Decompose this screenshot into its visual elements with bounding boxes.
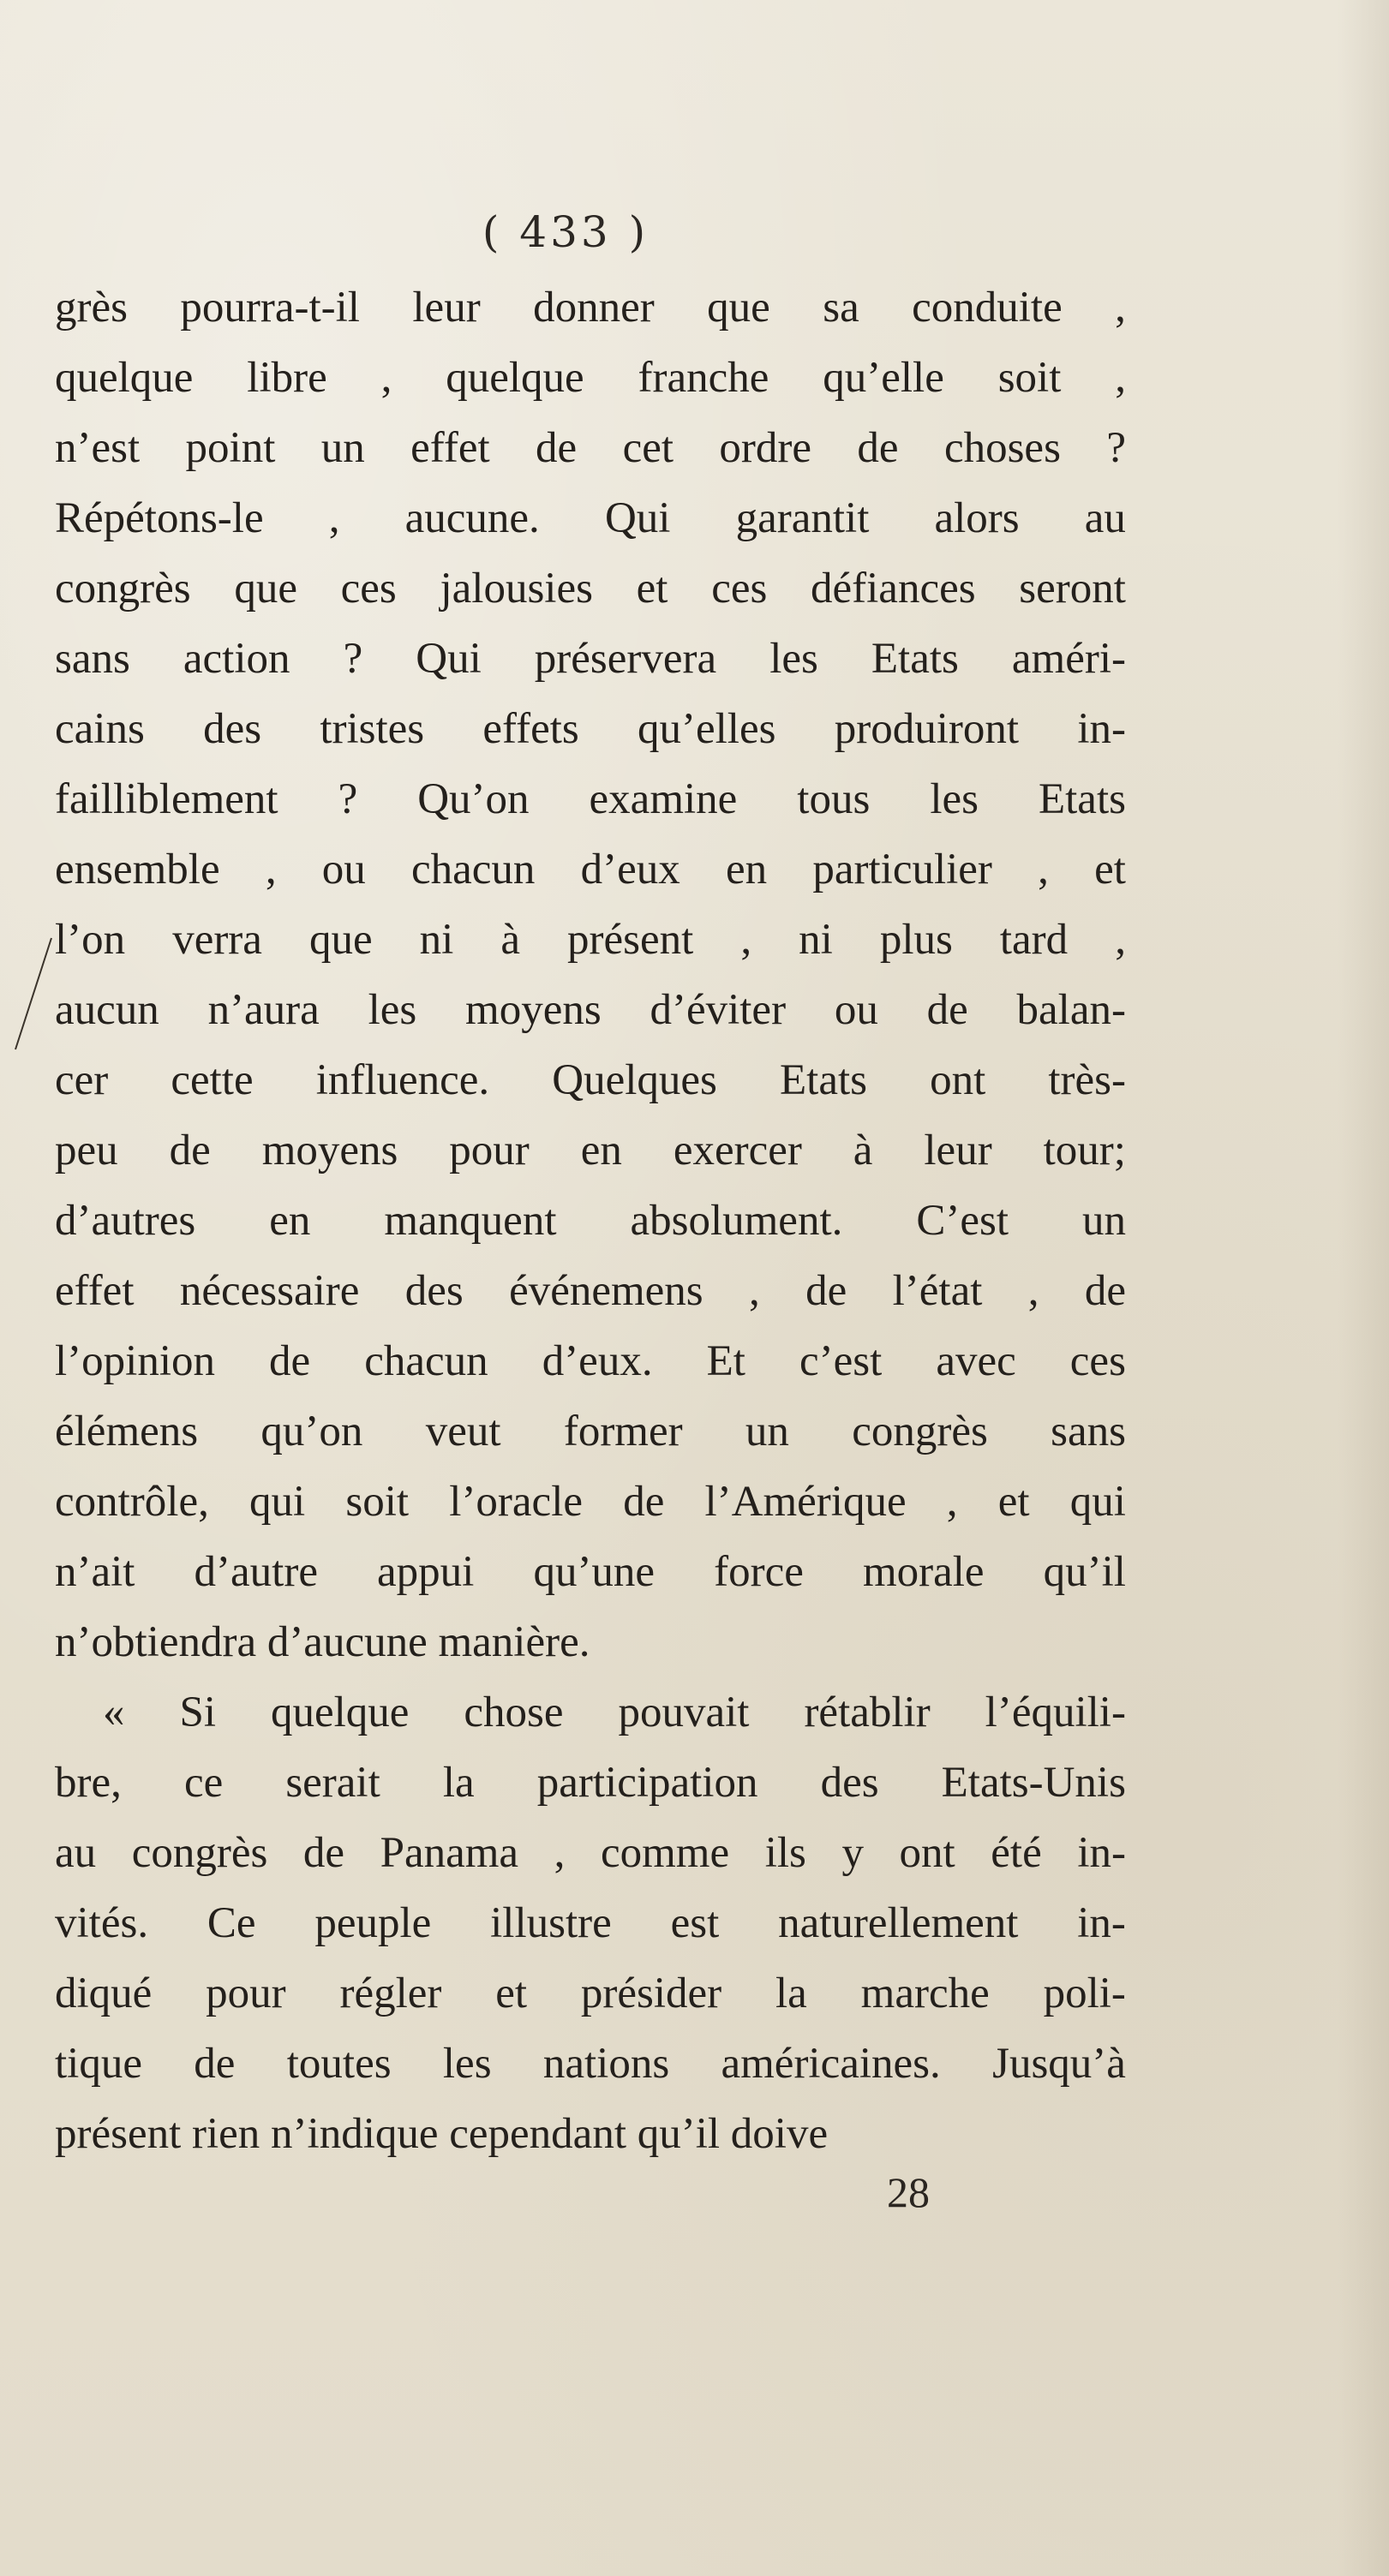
text-line: élémens qu’on veut former un congrès sans	[55, 1408, 1126, 1455]
signature-mark: 28	[887, 2168, 930, 2216]
text-line: Répétons-le , aucune. Qui garantit alors au	[55, 494, 1126, 542]
text-line: d’autres en manquent absolument. C’est un	[55, 1197, 1126, 1245]
text-line: vités. Ce peuple illustre est naturellement in-	[55, 1899, 1126, 1947]
text-line: présent rien n’indique cependant qu’il doive	[55, 2110, 829, 2158]
text-line: contrôle, qui soit l’oracle de l’Amérique , et qui	[55, 1478, 1126, 1526]
text-line: grès pourra-t-il leur donner que sa conduite ,	[55, 284, 1126, 332]
text-line: quelque libre , quelque franche qu’elle soit ,	[55, 354, 1126, 402]
text-line: sans action ? Qui préservera les Etats améri-	[55, 635, 1126, 683]
text-line: effet nécessaire des événemens , de l’état , de	[55, 1267, 1126, 1315]
text-line: n’ait d’autre appui qu’une force morale qu’il	[55, 1548, 1126, 1596]
margin-pen-mark	[9, 934, 60, 1054]
text-line: congrès que ces jalousies et ces défiances seront	[55, 565, 1126, 613]
text-line: tique de toutes les nations américaines. Jusqu’à	[55, 2040, 1126, 2088]
text-line: diqué pour régler et présider la marche poli-	[55, 1969, 1126, 2017]
text-line: « Si quelque chose pouvait rétablir l’équili-	[103, 1688, 1126, 1736]
text-line: au congrès de Panama , comme ils y ont été in-	[55, 1829, 1126, 1877]
text-line: cains des tristes effets qu’elles produiront in-	[55, 705, 1126, 753]
text-line: l’on verra que ni à présent , ni plus tard ,	[55, 916, 1126, 964]
text-line: peu de moyens pour en exercer à leur tour;	[55, 1127, 1126, 1174]
page-number-header: ( 433 )	[482, 207, 650, 257]
page-edge-shadow	[1338, 0, 1389, 2576]
text-line: l’opinion de chacun d’eux. Et c’est avec ces	[55, 1337, 1126, 1385]
text-line: cer cette influence. Quelques Etats ont très-	[55, 1056, 1126, 1104]
text-line: n’est point un effet de cet ordre de choses ?	[55, 424, 1126, 472]
body-text	[55, 272, 1126, 2169]
text-line: aucun n’aura les moyens d’éviter ou de balan-	[55, 986, 1126, 1034]
text-line: failliblement ? Qu’on examine tous les Etats	[55, 775, 1126, 823]
text-line: bre, ce serait la participation des Etats-Unis	[55, 1759, 1126, 1807]
text-line: n’obtiendra d’aucune manière.	[55, 1618, 590, 1666]
text-line: ensemble , ou chacun d’eux en particulier , et	[55, 846, 1126, 894]
